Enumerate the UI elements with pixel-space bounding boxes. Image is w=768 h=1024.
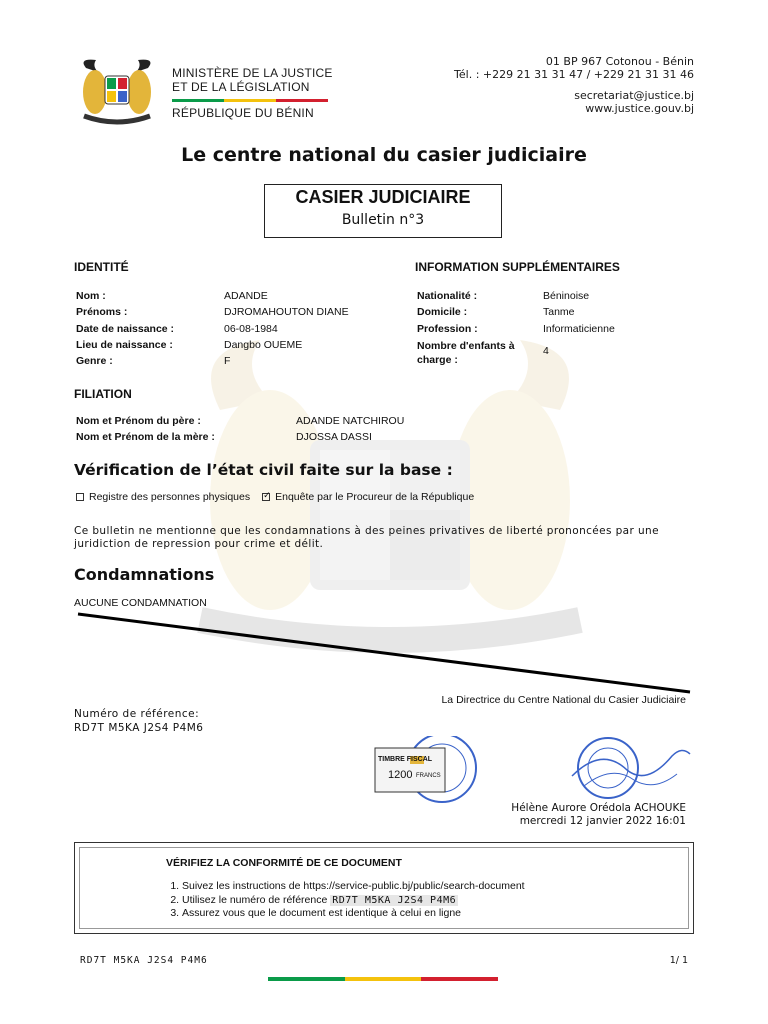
verify-step-text: Suivez les instructions de https://service-public.bj/public/search-document bbox=[182, 880, 525, 892]
field-value: 4 bbox=[543, 344, 549, 357]
verification-options bbox=[76, 491, 474, 503]
phone: Tél. : +229 21 31 31 47 / +229 21 31 31 46 bbox=[454, 68, 694, 81]
field-label: Nom et Prénom de la mère : bbox=[76, 431, 215, 444]
condemnations-text: AUCUNE CONDAMNATION bbox=[74, 597, 207, 609]
verify-step-3 bbox=[182, 907, 525, 921]
field-value: DJOSSA DASSI bbox=[296, 431, 372, 444]
verify-step-1 bbox=[182, 880, 525, 894]
ministry-block bbox=[172, 66, 333, 120]
official-stamp-icon bbox=[372, 736, 692, 806]
identity-row-birthdate bbox=[76, 323, 376, 339]
checkbox-checked-icon[interactable] bbox=[262, 493, 270, 501]
field-label bbox=[417, 339, 515, 367]
verify-step-2 bbox=[182, 894, 525, 908]
field-label: Prénoms : bbox=[76, 306, 128, 319]
extra-row-nationality bbox=[417, 290, 697, 306]
verify-step-text: Assurez vous que le document est identique à celui en ligne bbox=[182, 907, 462, 919]
signer-name: Hélène Aurore Orédola ACHOUKE bbox=[511, 802, 686, 814]
field-value: ADANDE NATCHIROU bbox=[296, 415, 405, 427]
field-value: DJROMAHOUTON DIANE bbox=[224, 306, 349, 319]
reference-block bbox=[74, 707, 204, 735]
field-label: Nom : bbox=[76, 290, 106, 302]
field-value: ADANDE bbox=[224, 290, 268, 302]
website-link[interactable]: www.justice.gouv.bj bbox=[585, 102, 694, 115]
field-label-line2: charge : bbox=[417, 353, 458, 366]
signer-block bbox=[511, 802, 686, 828]
field-label: Profession : bbox=[417, 322, 478, 335]
verify-title: VÉRIFIEZ LA CONFORMITÉ DE CE DOCUMENT bbox=[166, 857, 402, 869]
identity-row-birthplace bbox=[76, 339, 376, 355]
field-value: Tanme bbox=[543, 306, 575, 319]
extra-row-domicile bbox=[417, 306, 697, 322]
document-title-box bbox=[264, 184, 502, 238]
verification-heading: Vérification de l’état civil faite sur la base : bbox=[74, 461, 453, 479]
field-label: Domicile : bbox=[417, 306, 468, 319]
option-label: Enquête par le Procureur de la République bbox=[275, 491, 475, 503]
contact-block bbox=[454, 55, 694, 115]
checkbox-unchecked-icon[interactable] bbox=[76, 493, 84, 501]
field-label: Nom et Prénom du père : bbox=[76, 415, 201, 427]
extra-row-profession bbox=[417, 323, 697, 339]
flag-bar bbox=[172, 99, 328, 102]
benin-seal-icon bbox=[78, 58, 156, 128]
reference-value: RD7T M5KA J2S4 P4M6 bbox=[74, 722, 204, 734]
condemnations-heading: Condamnations bbox=[74, 565, 215, 584]
ministry-name-line2: ET DE LA LÉGISLATION bbox=[172, 80, 310, 94]
directrice-title: La Directrice du Centre National du Casier Judiciaire bbox=[441, 694, 686, 706]
verify-step-text: Utilisez le numéro de référence bbox=[182, 893, 328, 906]
fiscal-stamp-label: TIMBRE FISCAL bbox=[378, 756, 433, 763]
filiation-row-father bbox=[76, 415, 476, 431]
verify-conformity-box bbox=[74, 842, 694, 934]
footer-flag-bar bbox=[268, 977, 498, 981]
field-label: Date de naissance : bbox=[76, 322, 175, 335]
fiscal-stamp-value: 1200 bbox=[388, 769, 413, 781]
document-title: CASIER JUDICIAIRE bbox=[295, 187, 471, 207]
ministry-name-line1: MINISTÈRE DE LA JUSTICE bbox=[172, 66, 333, 80]
page-title: Le centre national du casier judiciaire bbox=[181, 144, 587, 166]
verify-steps bbox=[176, 880, 525, 921]
stamps-area bbox=[372, 736, 692, 806]
reference-label: Numéro de référence: bbox=[74, 708, 200, 720]
identity-row-gender bbox=[76, 355, 376, 371]
document-subtitle: Bulletin n°3 bbox=[341, 212, 425, 228]
field-label-line1: Nombre d'enfants à bbox=[417, 339, 515, 352]
page-number: 1/ 1 bbox=[669, 955, 688, 966]
bulletin-notice: Ce bulletin ne mentionne que les condamnations à des peines privatives de liberté prononcées par une juridiction de repression pour crime et délit. bbox=[74, 525, 659, 550]
option-label: Registre des personnes physiques bbox=[89, 491, 251, 503]
field-value: Dangbo OUEME bbox=[224, 338, 303, 351]
fiscal-stamp-unit: FRANCS bbox=[416, 773, 441, 779]
identity-table bbox=[76, 290, 376, 371]
filiation-table bbox=[76, 415, 476, 448]
extra-row-children bbox=[417, 339, 697, 367]
signature-date: mercredi 12 janvier 2022 16:01 bbox=[519, 815, 686, 827]
identity-row-firstnames bbox=[76, 306, 376, 322]
option-prosecutor-inquiry[interactable] bbox=[262, 491, 474, 503]
field-label: Genre : bbox=[76, 355, 113, 368]
email-link[interactable]: secretariat@justice.bj bbox=[574, 89, 694, 102]
identity-row-name bbox=[76, 290, 376, 306]
republic-name: RÉPUBLIQUE DU BÉNIN bbox=[172, 106, 314, 120]
option-registry[interactable] bbox=[76, 491, 250, 503]
footer-reference: RD7T M5KA J2S4 P4M6 bbox=[80, 955, 208, 966]
field-label: Nationalité : bbox=[417, 290, 478, 302]
address: 01 BP 967 Cotonou - Bénin bbox=[545, 55, 694, 68]
filiation-row-mother bbox=[76, 431, 476, 447]
field-value: Béninoise bbox=[543, 290, 590, 302]
field-value: Informaticienne bbox=[543, 322, 615, 335]
field-value: 06-08-1984 bbox=[224, 322, 278, 335]
reference-code: RD7T M5KA J2S4 P4M6 bbox=[332, 894, 457, 906]
extra-info-table bbox=[417, 290, 697, 367]
field-label: Lieu de naissance : bbox=[76, 338, 173, 351]
field-value: F bbox=[224, 355, 231, 368]
identity-heading: IDENTITÉ bbox=[74, 260, 129, 274]
extra-info-heading: INFORMATION SUPPLÉMENTAIRES bbox=[415, 260, 620, 274]
filiation-heading: FILIATION bbox=[74, 387, 132, 401]
document-header bbox=[0, 0, 768, 140]
